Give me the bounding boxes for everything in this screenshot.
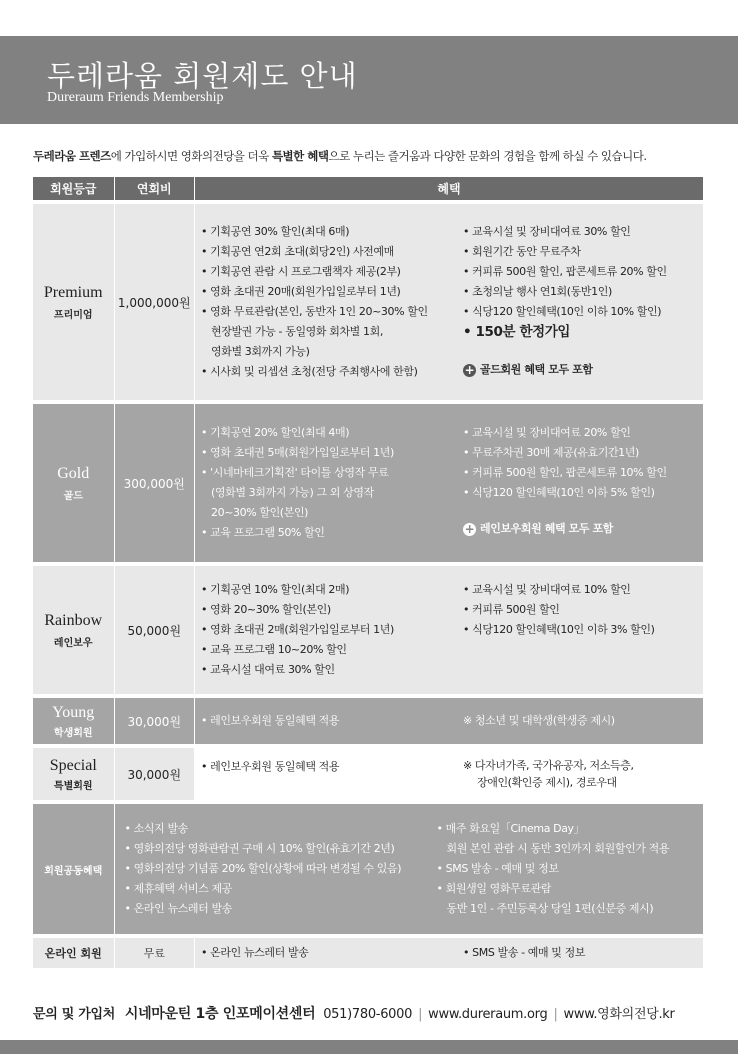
- grade-kor: 레인보우: [53, 637, 93, 649]
- benefit-left: • 레인보우회원 동일혜택 적용: [201, 714, 340, 727]
- grade-name: Special: [49, 756, 97, 774]
- benefit-list-right: • 교육시설 및 장비대여료 30% 할인 • 회원기간 동안 무료주차 • 커피류 500원 할인, 팝콘세트류 20% 할인 • 초청의날 행사 연1회(동반1인) • 식당120 할인혜택(10인 이하 10% 할인) • 150분 한정가입 + 골드회원 혜택 모두 포함: [463, 225, 667, 377]
- page-title: 두레라움 회원제도 안내: [47, 59, 358, 93]
- grade-kor: 골드: [63, 490, 83, 502]
- bottom-band: [0, 1040, 738, 1054]
- online-label: 온라인 회원: [33, 938, 114, 968]
- row-premium: [33, 204, 703, 400]
- row-online: [33, 938, 703, 968]
- membership-table: [33, 177, 703, 968]
- row-young: [33, 698, 703, 744]
- page-subtitle: Dureraum Friends Membership: [47, 90, 224, 105]
- benefit-list-left: • 기획공연 30% 할인(최대 6매) • 기획공연 연2회 초대(회당2인) 사전예매 • 기획공연 관람 시 프로그램책자 제공(2부) • 영화 초대권 20매(회원가입일로부터 1년) • 영화 무료관람(본인, 동반자 1인 20~30% 할인 현장발권 가능 - 동일영화 회차별 1회, 영화별 3회까지 가능) • 시사회 및 리셉션 초청(전당 주최행사에 한함): [201, 225, 428, 378]
- grade-name: Premium: [43, 283, 103, 301]
- row-gold: [33, 404, 703, 562]
- grade-fee: 30,000원: [114, 698, 195, 744]
- plus-icon: +: [464, 362, 475, 377]
- grade-name: Rainbow: [44, 611, 103, 629]
- row-rainbow: [33, 566, 703, 694]
- benefit-right-1: ※ 다자녀가족, 국가유공자, 저소득층,: [463, 759, 634, 772]
- common-list-left: • 소식지 발송 • 영화의전당 영화관람권 구매 시 10% 할인(유효기간 2년) • 영화의전당 기념품 20% 할인(상황에 따라 변경될 수 있음) • 제휴혜택 서비스 제공 • 온라인 뉴스레터 발송: [124, 822, 402, 915]
- benefit-right: ※ 청소년 및 대학생(학생증 제시): [463, 714, 615, 727]
- online-fee: 무료: [114, 938, 195, 968]
- online-right: • SMS 발송 - 예매 및 정보: [463, 946, 586, 959]
- benefit-list-right: • 교육시설 및 장비대여료 10% 할인 • 커피류 500원 할인 • 식당120 할인혜택(10인 이하 3% 할인): [463, 583, 655, 636]
- grade-fee: 300,000원: [114, 404, 195, 562]
- header-benefit: 혜택: [195, 177, 704, 200]
- grade-fee: 50,000원: [114, 566, 195, 694]
- grade-name: Young: [52, 703, 95, 721]
- footer-site2[interactable]: www.영화의전당.kr: [563, 1007, 675, 1022]
- online-left: • 온라인 뉴스레터 발송: [201, 946, 309, 959]
- header-fee: 연회비: [114, 177, 195, 200]
- header-grade: 회원등급: [33, 177, 114, 200]
- benefit-list-right: • 교육시설 및 장비대여료 20% 할인 • 무료주차권 30매 제공(유효기간1년) • 커피류 500원 할인, 팝콘세트류 10% 할인 • 식당120 할인혜택(10인 이하 5% 할인) + 레인보우회원 혜택 모두 포함: [463, 426, 667, 536]
- intro-text: 두레라움 프렌즈에 가입하시면 영화의전당을 더욱 특별한 혜택으로 누리는 즐거움과 다양한 문화의 경험을 함께 하실 수 있습니다.: [33, 149, 647, 163]
- benefit-list-left: • 기획공연 10% 할인(최대 2매) • 영화 20~30% 할인(본인) • 영화 초대권 2매(회원가입일로부터 1년) • 교육 프로그램 10~20% 할인 • 교육시설 대여료 30% 할인: [201, 583, 394, 676]
- common-list-right: • 매주 화요일「Cinema Day」 회원 본인 관람 시 동반 3인까지 회원할인가 적용 • SMS 발송 - 예매 및 정보 • 회원생일 영화무료관람 동반 1인 - 주민등록상 당일 1편(신분증 제시): [436, 822, 670, 915]
- top-margin: [0, 0, 738, 36]
- grade-kor: 특별회원: [53, 780, 93, 792]
- common-label: 회원공동혜택: [33, 804, 114, 934]
- benefit-right-2: 장애인(확인증 제시), 경로우대: [477, 776, 617, 789]
- footer-phone: 051)780-6000: [323, 1007, 413, 1022]
- row-common: [33, 804, 703, 934]
- page-header: [0, 36, 738, 124]
- benefit-left: • 레인보우회원 동일혜택 적용: [201, 760, 340, 773]
- grade-kor: 학생회원: [53, 727, 93, 739]
- plus-icon: +: [464, 521, 475, 536]
- benefit-list-left: • 기획공연 20% 할인(최대 4매) • 영화 초대권 5매(회원가입일로부터 1년) • '시네마테크기획전' 타이틀 상영작 무료 (영화별 3회까지 가능) 그 외 상영작 20~30% 할인(본인) • 교육 프로그램 50% 할인: [201, 426, 394, 539]
- footer-place: 시네마운틴 1층 인포메이션센터: [124, 1006, 316, 1022]
- grade-kor: 프리미엄: [53, 309, 93, 321]
- contact-footer: 문의 및 가입처 시네마운틴 1층 인포메이션센터 051)780-6000 | www.dureraum.org | www.영화의전당.kr: [33, 1006, 675, 1022]
- row-special: [33, 748, 703, 800]
- grade-name: Gold: [57, 464, 90, 482]
- footer-label: 문의 및 가입처: [33, 1007, 115, 1022]
- grade-fee: 30,000원: [114, 748, 195, 800]
- grade-fee: 1,000,000원: [114, 204, 195, 400]
- footer-site1[interactable]: www.dureraum.org: [428, 1007, 548, 1022]
